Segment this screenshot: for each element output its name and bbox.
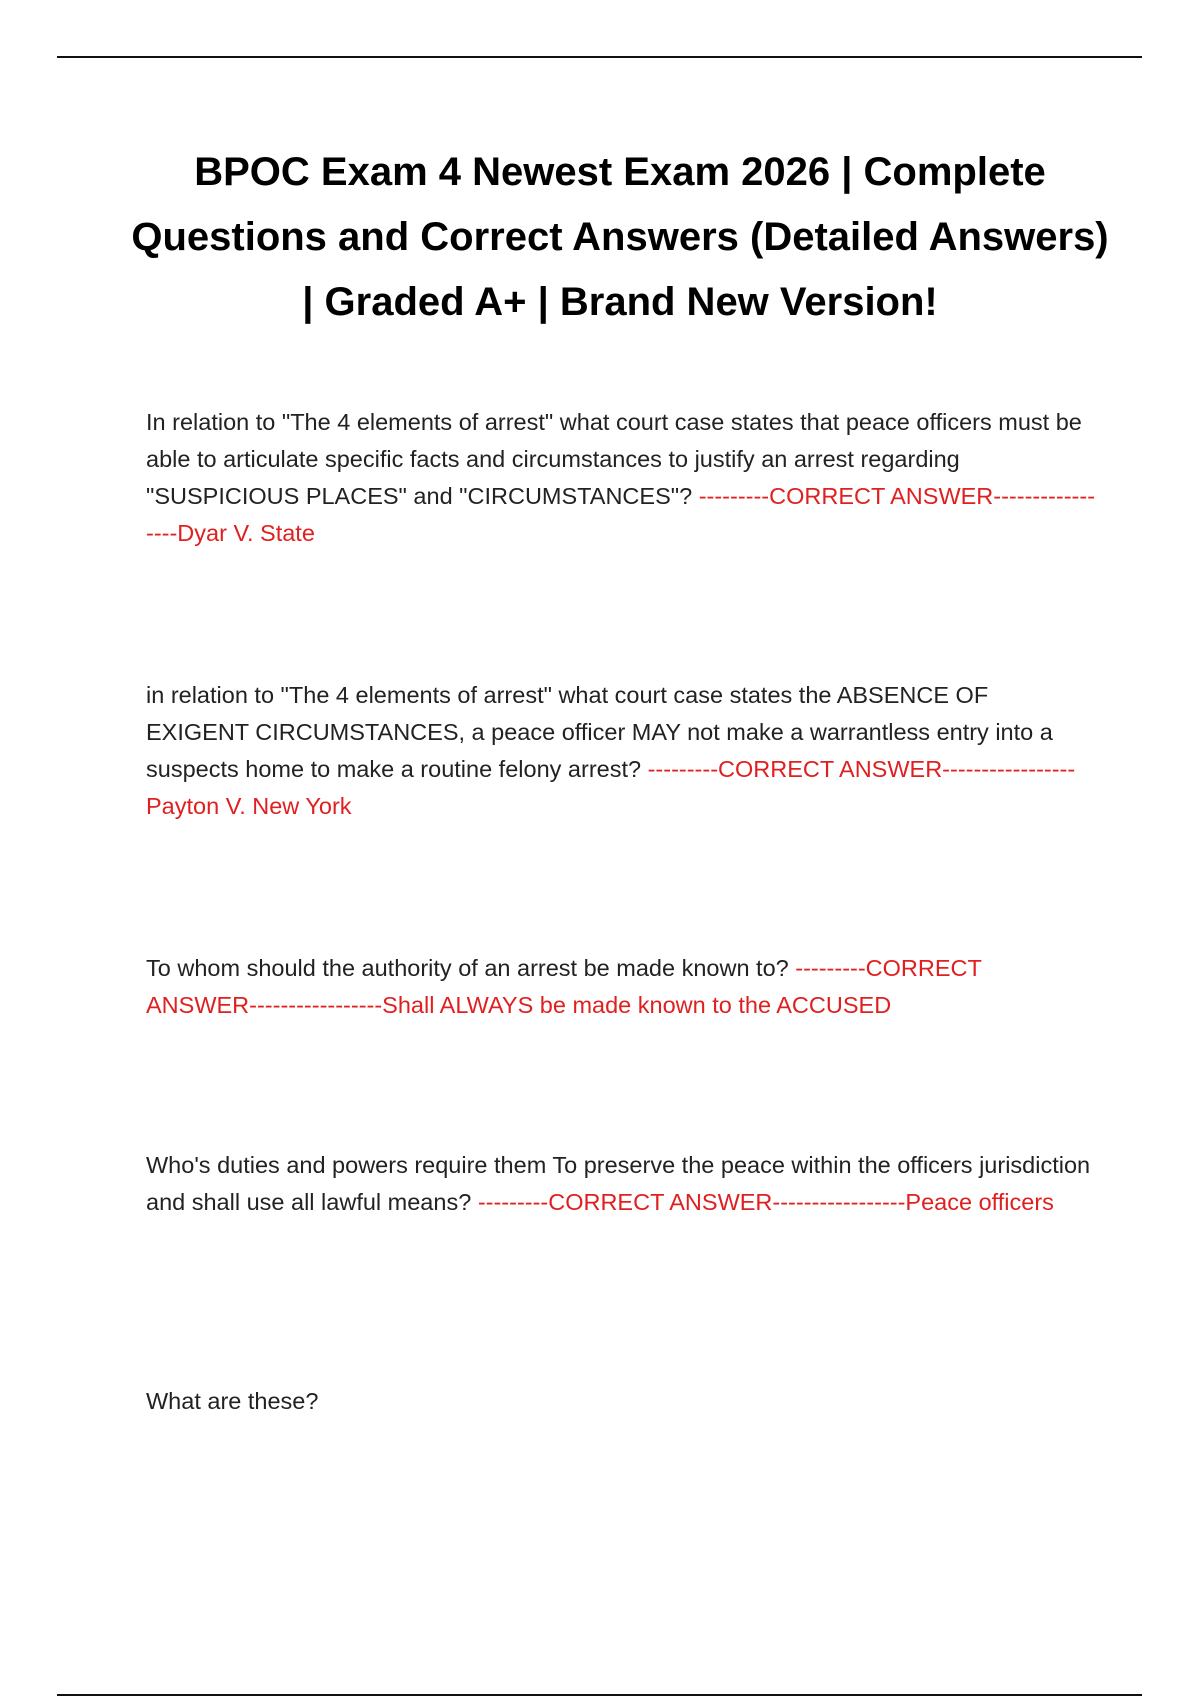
question-text: What are these? (146, 1388, 319, 1414)
question-text: Who's duties and powers require them To preserve the peace within the officers jurisdiction and shall use all lawful means? (146, 1152, 1091, 1215)
qa-item-4 (146, 1147, 1096, 1221)
answer-text: ---------CORRECT ANSWER-----------------Shall ALWAYS be made known to the ACCUSED (146, 955, 982, 1018)
qa-item-1 (146, 404, 1096, 552)
answer-text: ---------CORRECT ANSWER-----------------Payton V. New York (146, 756, 1076, 819)
document-title: BPOC Exam 4 Newest Exam 2026 | Complete Questions and Correct Answers (Detailed Answers) | Graded A+ | Brand New Version! (131, 150, 1109, 324)
bottom-rule (57, 1694, 1142, 1696)
answer-text: ---------CORRECT ANSWER-----------------Dyar V. State (146, 483, 1096, 546)
question-text: in relation to "The 4 elements of arrest" what court case states the ABSENCE OF EXIGENT CIRCUMSTANCES, a peace officer MAY not make a warrantless entry into a suspects home to make a routine felony arrest? (146, 682, 1053, 782)
question-text: To whom should the authority of an arrest be made known to? (146, 955, 789, 981)
qa-item-5 (146, 1383, 1096, 1420)
answer-text: ---------CORRECT ANSWER-----------------Peace officers (477, 1189, 1054, 1215)
qa-item-3 (146, 950, 1096, 1024)
top-rule (57, 56, 1142, 58)
qa-item-2 (146, 677, 1096, 825)
question-text: In relation to "The 4 elements of arrest" what court case states that peace officers must be able to articulate specific facts and circumstances to justify an arrest regarding "SUSPICIOUS PLACES" and "CIRCUMSTANCES"? (146, 409, 1082, 509)
